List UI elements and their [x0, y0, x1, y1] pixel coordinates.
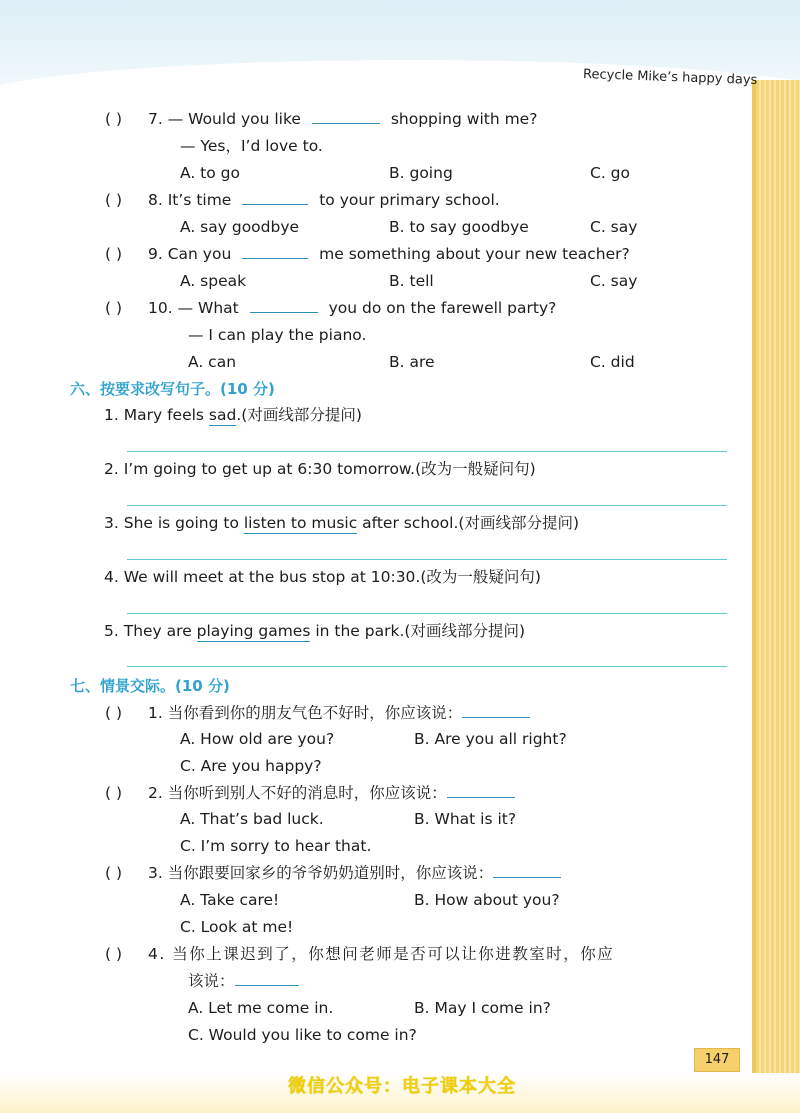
question-number: 9. [148, 245, 163, 263]
answer-blank[interactable] [242, 244, 308, 259]
answer-paren[interactable]: ( ) [105, 191, 123, 209]
option-b: B. are [389, 353, 435, 371]
page-number: 147 [694, 1048, 740, 1072]
sentence-text: We will meet at the bus stop at 10:30. [123, 568, 421, 586]
option-a: A. speak [180, 272, 247, 290]
requirement: (改为一般疑问句) [420, 568, 541, 586]
sentence-text: after school. [357, 514, 459, 532]
option-c: C. say [590, 272, 638, 290]
answer-line[interactable] [127, 505, 727, 506]
section-title: 六、按要求改写句子。(10 分) [70, 380, 275, 398]
answer-line[interactable] [127, 451, 727, 452]
answer-line[interactable] [127, 613, 727, 614]
requirement: (对画线部分提问) [241, 406, 362, 424]
question-row [148, 190, 500, 210]
question-prompt: 当你看到你的朋友气色不好时，你应该说： [167, 704, 463, 722]
question-stem: Can you [167, 245, 232, 263]
question-prompt-cont: 该说： [188, 972, 235, 990]
option-c: C. go [590, 164, 630, 182]
option-b: B. What is it? [414, 810, 517, 828]
answer-paren[interactable]: ( ) [105, 864, 123, 882]
question-stem: to your primary school. [319, 191, 500, 209]
question-prompt-line2 [188, 971, 299, 991]
sentence-text: She is going to [123, 514, 244, 532]
requirement: (对画线部分提问) [404, 622, 525, 640]
answer-blank[interactable] [235, 971, 299, 986]
option-a: A. Take care! [180, 891, 280, 909]
sentence-text: . [236, 406, 242, 424]
option-c: C. did [590, 353, 635, 371]
sentence-text: They are [123, 622, 197, 640]
answer-blank[interactable] [312, 109, 380, 124]
answer-paren[interactable]: ( ) [105, 704, 123, 722]
option-c: C. Look at me! [180, 918, 294, 936]
item-number: 1. [104, 406, 119, 424]
question-number: 3. [148, 864, 163, 882]
rewrite-item [104, 567, 541, 587]
sentence-text: I’m going to get up at 6:30 tomorrow. [123, 460, 416, 478]
answer-blank[interactable] [493, 863, 561, 878]
question-row [148, 244, 630, 264]
question-stem: shopping with me? [390, 110, 538, 128]
option-a: A. can [188, 353, 237, 371]
question-stem: me something about your new teacher? [319, 245, 630, 263]
option-a: A. to go [180, 164, 240, 182]
option-b: B. How about you? [414, 891, 560, 909]
item-number: 2. [104, 460, 119, 478]
question-number: 7. [148, 110, 163, 128]
question-prompt: 当你跟要回家乡的爷爷奶奶道别时，你应该说： [167, 864, 494, 882]
option-b: B. tell [389, 272, 434, 290]
rewrite-item [104, 459, 536, 479]
underlined-part: listen to music [243, 514, 358, 532]
answer-paren[interactable]: ( ) [105, 110, 123, 128]
answer-line[interactable] [127, 559, 727, 560]
answer-paren[interactable]: ( ) [105, 945, 123, 963]
sentence-text: in the park. [310, 622, 405, 640]
underlined-part: sad [208, 406, 237, 424]
question-number: 4. [148, 945, 166, 963]
question-stem: — What [177, 299, 239, 317]
rewrite-item [104, 513, 579, 533]
question-number: 2. [148, 784, 163, 802]
answer-paren[interactable]: ( ) [105, 245, 123, 263]
question-prompt: 当你听到别人不好的消息时，你应该说： [167, 784, 447, 802]
rewrite-item [104, 405, 362, 425]
question-prompt: 当你上课迟到了，你想问老师是否可以让你进教室时，你应 [172, 945, 615, 963]
option-a: A. How old are you? [180, 730, 335, 748]
option-c: C. Are you happy? [180, 757, 322, 775]
option-a: A. Let me come in. [188, 999, 334, 1017]
question-number: 10. [148, 299, 173, 317]
answer-paren[interactable]: ( ) [105, 784, 123, 802]
question-line2: — I can play the piano. [188, 326, 367, 344]
sentence-text: Mary feels [123, 406, 209, 424]
question-row [148, 783, 515, 803]
option-b: B. going [389, 164, 453, 182]
answer-line[interactable] [127, 666, 727, 667]
answer-blank[interactable] [447, 783, 515, 798]
answer-blank[interactable] [250, 298, 318, 313]
question-line2: — Yes，I’d love to. [180, 137, 323, 155]
underlined-part: playing games [196, 622, 311, 640]
option-c: C. Would you like to come in? [188, 1026, 417, 1044]
requirement: (改为一般疑问句) [415, 460, 536, 478]
question-number: 8. [148, 191, 163, 209]
question-row [148, 863, 561, 883]
question-row [148, 703, 530, 723]
item-number: 4. [104, 568, 119, 586]
question-stem: It’s time [167, 191, 232, 209]
question-row [148, 298, 556, 318]
page-edge-stack [756, 80, 800, 1113]
question-number: 1. [148, 704, 163, 722]
answer-blank[interactable] [242, 190, 308, 205]
question-row [148, 109, 537, 129]
option-b: B. Are you all right? [414, 730, 567, 748]
requirement: (对画线部分提问) [458, 514, 580, 532]
option-c: C. say [590, 218, 638, 236]
option-b: B. May I come in? [414, 999, 551, 1017]
page-header-title: Recycle Mike’s happy days [582, 66, 758, 89]
footer-watermark: 微信公众号：电子课本大全 [288, 1076, 516, 1097]
rewrite-item [104, 621, 525, 641]
item-number: 3. [104, 514, 119, 532]
question-stem: you do on the farewell party? [328, 299, 557, 317]
option-a: A. say goodbye [180, 218, 300, 236]
option-c: C. I’m sorry to hear that. [180, 837, 372, 855]
item-number: 5. [104, 622, 119, 640]
question-stem: — Would you like [167, 110, 301, 128]
section-title: 七、情景交际。(10 分) [70, 677, 230, 695]
option-a: A. That’s bad luck. [180, 810, 324, 828]
answer-blank[interactable] [462, 703, 530, 718]
answer-paren[interactable]: ( ) [105, 299, 123, 317]
question-row [148, 944, 614, 964]
option-b: B. to say goodbye [389, 218, 529, 236]
